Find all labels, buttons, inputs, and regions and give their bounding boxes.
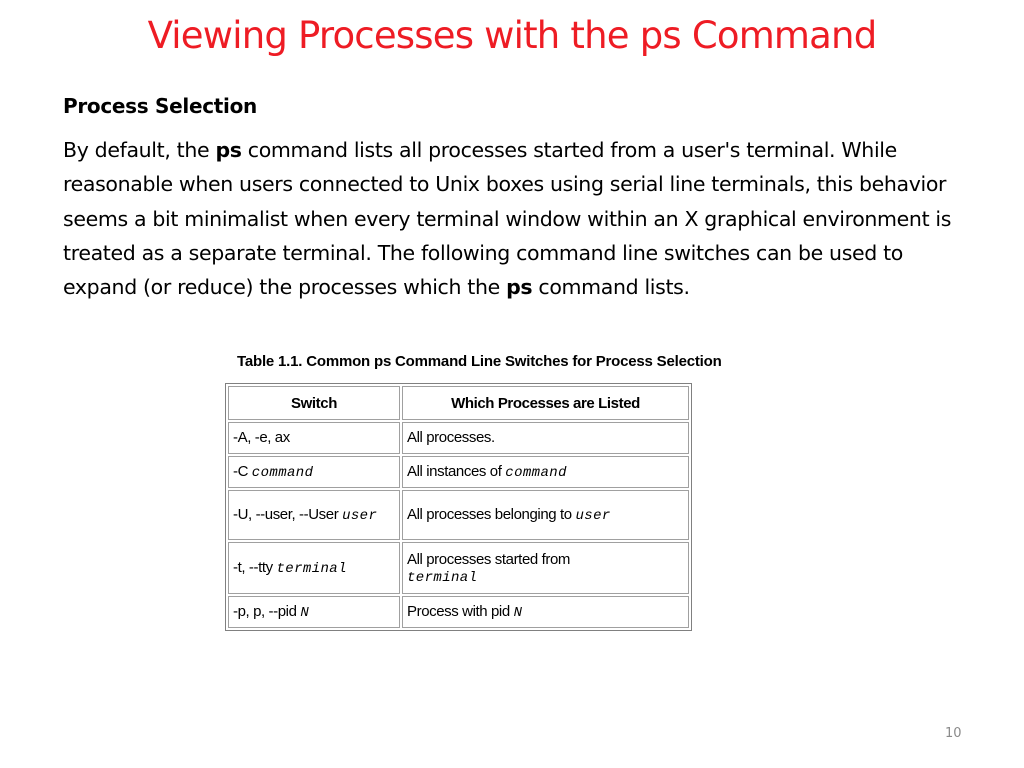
listed-arg: command <box>505 465 567 481</box>
table-header-row <box>228 386 689 420</box>
switch-text: -t, --tty <box>233 559 277 576</box>
switch-cell <box>228 456 400 488</box>
table-caption: Table 1.1. Common ps Command Line Switches for Process Selection <box>237 353 722 370</box>
switch-cell <box>228 596 400 628</box>
listed-text: Process with pid <box>407 603 514 620</box>
listed-arg: terminal <box>407 569 478 586</box>
switch-text: -U, --user, --User <box>233 506 343 523</box>
paragraph-text: command lists all processes started from a user's terminal. While reasonable when users connected to Unix boxes using serial line terminals, this behavior seems a bit minimalist when every terminal window within an X graphical environment is treated as a separate terminal. The following command line switches can be used to expand (or reduce) the processes which the <box>63 138 952 300</box>
paragraph-text: command lists. <box>532 275 690 300</box>
switch-cell <box>228 542 400 594</box>
listed-arg: N <box>513 605 523 621</box>
body-paragraph <box>63 133 973 304</box>
switch-arg: command <box>251 465 314 481</box>
page-number: 10 <box>945 726 962 741</box>
ps-command-term: ps <box>506 275 533 300</box>
switch-arg: user <box>342 508 378 524</box>
listed-text: All processes. <box>407 429 495 446</box>
listed-text: All instances of <box>407 463 506 480</box>
listed-cell <box>402 542 689 594</box>
slide-title: Viewing Processes with the ps Command <box>147 14 877 57</box>
switch-arg: N <box>300 605 310 621</box>
paragraph-text: By default, the <box>63 138 216 162</box>
table-row <box>228 542 689 594</box>
table-row <box>228 422 689 454</box>
listed-arg: user <box>575 508 611 524</box>
switch-text: -A, -e, ax <box>233 429 290 446</box>
table-row <box>228 456 689 488</box>
switch-cell <box>228 422 400 454</box>
listed-text: All processes belonging to <box>407 506 576 523</box>
switch-text: -C <box>233 463 252 480</box>
section-heading: Process Selection <box>63 94 257 118</box>
table-row <box>228 490 689 540</box>
switch-arg: terminal <box>276 561 347 577</box>
header-processes-listed: Which Processes are Listed <box>402 386 689 420</box>
ps-command-term: ps <box>215 138 242 162</box>
listed-cell <box>402 456 689 488</box>
switch-table <box>225 383 692 631</box>
switch-text: -p, p, --pid <box>233 603 301 620</box>
listed-cell <box>402 422 689 454</box>
switch-cell <box>228 490 400 540</box>
header-switch: Switch <box>228 386 400 420</box>
listed-cell <box>402 596 689 628</box>
table-row <box>228 596 689 628</box>
listed-cell <box>402 490 689 540</box>
listed-text: All processes started from <box>407 550 570 568</box>
